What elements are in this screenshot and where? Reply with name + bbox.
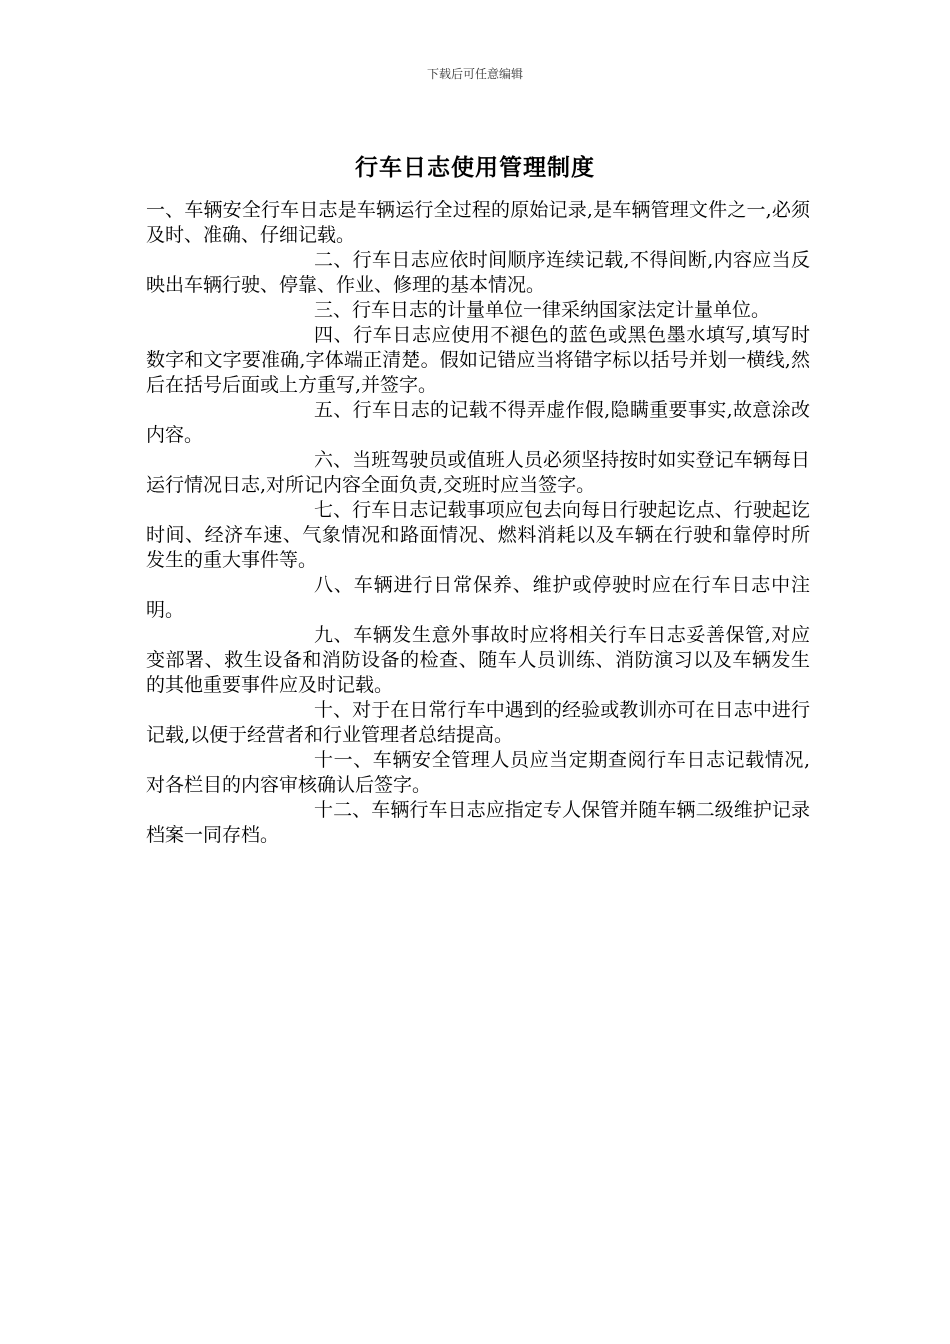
paragraph-2: 二、行车日志应依时间顺序连续记载,不得间断,内容应当反映出车辆行驶、停靠、作业、修理的基本情况。 (146, 249, 810, 296)
paragraph-5: 五、行车日志的记载不得弄虚作假,隐瞒重要事实,故意涂改内容。 (146, 399, 810, 446)
paragraph-12: 十二、车辆行车日志应指定专人保管并随车辆二级维护记录档案一同存档。 (146, 799, 810, 846)
paragraph-7: 七、行车日志记载事项应包去向每日行驶起讫点、行驶起讫时间、经济车速、气象情况和路面情况、燃料消耗以及车辆在行驶和靠停时所发生的重大事件等。 (146, 499, 810, 571)
document-body (146, 198, 810, 848)
paragraph-10: 十、对于在日常行车中遇到的经验或教训亦可在日志中进行记载,以便于经营者和行业管理者总结提高。 (146, 699, 810, 746)
paragraph-3: 三、行车日志的计量单位一律采纳国家法定计量单位。 (314, 299, 771, 321)
document-title: 行车日志使用管理制度 (355, 155, 595, 181)
page-header-note: 下载后可任意编辑 (426, 67, 523, 81)
paragraph-9: 九、车辆发生意外事故时应将相关行车日志妥善保管,对应变部署、救生设备和消防设备的检查、随车人员训练、消防演习以及车辆发生的其他重要事件应及时记载。 (146, 624, 810, 696)
paragraph-4: 四、行车日志应使用不褪色的蓝色或黑色墨水填写,填写时数字和文字要准确,字体端正清楚。假如记错应当将错字标以括号并划一横线,然后在括号后面或上方重写,并签字。 (146, 324, 810, 396)
paragraph-6: 六、当班驾驶员或值班人员必须坚持按时如实登记车辆每日运行情况日志,对所记内容全面负责,交班时应当签字。 (146, 449, 810, 496)
paragraph-11: 十一、车辆安全管理人员应当定期查阅行车日志记载情况,对各栏目的内容审核确认后签字。 (146, 749, 810, 796)
paragraph-8: 八、车辆进行日常保养、维护或停驶时应在行车日志中注明。 (146, 574, 810, 621)
paragraph-1: 一、车辆安全行车日志是车辆运行全过程的原始记录,是车辆管理文件之一,必须及时、准确、仔细记载。 (146, 199, 810, 246)
